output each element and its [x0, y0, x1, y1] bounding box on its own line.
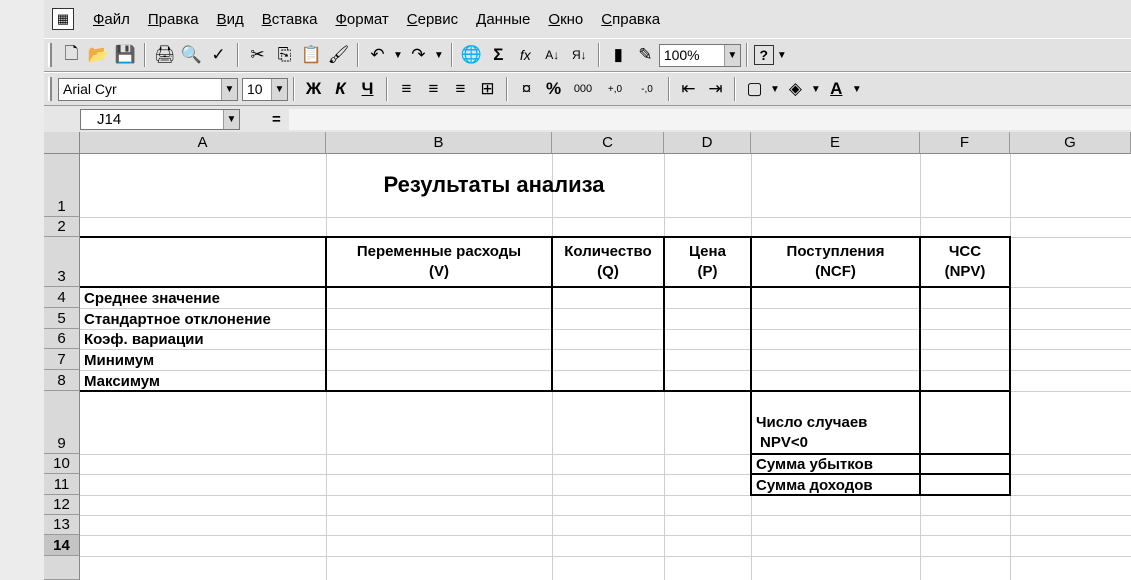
menu-format[interactable]: Формат	[335, 10, 389, 28]
separator	[144, 43, 146, 67]
format-painter-icon[interactable]: 🖌	[327, 45, 350, 64]
font-color-icon[interactable]: A	[830, 79, 843, 98]
menu-edit[interactable]: Правка	[147, 10, 199, 28]
gridline	[80, 349, 1131, 350]
row-header-7[interactable]: 7	[44, 349, 80, 370]
gridline	[80, 370, 1131, 371]
currency-icon[interactable]: ¤	[521, 79, 532, 98]
autosum-icon[interactable]: Σ	[493, 45, 504, 64]
chevron-down-icon[interactable]: ▼	[776, 49, 787, 61]
select-all-corner[interactable]	[44, 132, 80, 154]
separator	[746, 43, 748, 67]
row-header-11[interactable]: 11	[44, 474, 80, 495]
row-header-8[interactable]: 8	[44, 370, 80, 391]
redo-icon[interactable]: ↷	[411, 45, 426, 64]
column-header-f[interactable]: F	[920, 132, 1010, 154]
decrease-decimal-button[interactable]: -,0	[641, 83, 653, 95]
summary-border	[750, 390, 752, 496]
header-symbol: (NCF)	[815, 263, 856, 280]
row-label-std-dev[interactable]: Стандартное отклонение	[84, 310, 271, 328]
header-receipts[interactable]	[751, 238, 920, 286]
menu-data[interactable]: Данные	[476, 10, 531, 28]
table-border	[325, 236, 327, 391]
separator	[506, 77, 508, 101]
italic-button[interactable]: К	[335, 79, 346, 98]
header-symbol: (Q)	[597, 263, 619, 280]
separator	[293, 77, 295, 101]
chevron-down-icon[interactable]: ▼	[221, 79, 237, 100]
row-header-1[interactable]: 1	[44, 154, 80, 217]
print-preview-icon[interactable]: 🔍	[180, 45, 203, 64]
row-header-14[interactable]: 14	[44, 535, 80, 556]
table-border	[1009, 236, 1011, 391]
formula-input[interactable]	[289, 109, 1131, 130]
row-label-max[interactable]: Максимум	[84, 372, 161, 390]
separator	[357, 43, 359, 67]
align-right-icon[interactable]: ≡	[455, 79, 466, 98]
chevron-down-icon[interactable]: ▼	[724, 45, 740, 66]
separator	[734, 77, 736, 101]
bold-button[interactable]: Ж	[305, 79, 322, 98]
drawing-icon[interactable]: ✎	[638, 45, 653, 64]
row-header-4[interactable]: 4	[44, 287, 80, 308]
increase-decimal-button[interactable]: +,0	[607, 83, 623, 95]
gridline	[80, 515, 1131, 516]
header-label: ЧСС	[948, 243, 982, 260]
gridline	[80, 329, 1131, 330]
spreadsheet-grid[interactable]	[44, 132, 1131, 580]
menu-window[interactable]: Окно	[548, 10, 584, 28]
row-label-min[interactable]: Минимум	[84, 351, 155, 369]
toolbar-grip[interactable]	[48, 77, 52, 101]
decrease-indent-icon[interactable]: ⇤	[681, 79, 696, 98]
row-header-15[interactable]	[44, 556, 80, 580]
menu-tools[interactable]: Сервис	[406, 10, 459, 28]
header-symbol: (P)	[697, 263, 718, 280]
formatting-toolbar	[44, 72, 1131, 106]
merge-center-icon[interactable]: ⊞	[480, 79, 495, 98]
row-header-6[interactable]: 6	[44, 329, 80, 349]
chevron-down-icon[interactable]: ▼	[433, 49, 444, 61]
gridline	[80, 556, 1131, 557]
header-quantity[interactable]	[552, 238, 664, 286]
row-header-2[interactable]: 2	[44, 217, 80, 237]
equals-button[interactable]: =	[272, 110, 281, 128]
column-header-a[interactable]: A	[80, 132, 326, 154]
summary-cases-condition[interactable]: NPV<0	[760, 433, 808, 451]
font-size-value: 10	[247, 81, 263, 97]
chevron-down-icon[interactable]: ▼	[223, 110, 239, 129]
summary-border	[750, 453, 1011, 455]
separator	[237, 43, 239, 67]
align-center-icon[interactable]: ≡	[428, 79, 439, 98]
header-variable-costs[interactable]	[326, 238, 552, 286]
thousands-button[interactable]: 000	[573, 83, 593, 95]
undo-icon[interactable]: ↶	[370, 45, 385, 64]
summary-border	[750, 494, 1011, 496]
row-header-10[interactable]: 10	[44, 454, 80, 474]
hyperlink-icon[interactable]: 🌐	[460, 45, 482, 64]
formula-bar	[44, 106, 1131, 132]
chart-wizard-icon[interactable]: ▮	[613, 45, 623, 64]
print-icon[interactable]: 🖨	[153, 45, 176, 64]
percent-button[interactable]: %	[545, 79, 562, 98]
chevron-down-icon[interactable]: ▼	[271, 79, 287, 100]
fill-color-icon[interactable]: ◈	[788, 79, 802, 98]
gridline	[80, 535, 1131, 536]
zoom-value: 100%	[663, 47, 700, 63]
chevron-down-icon[interactable]: ▼	[770, 83, 780, 95]
sort-desc-icon[interactable]: Я↓	[571, 48, 587, 62]
increase-indent-icon[interactable]: ⇥	[708, 79, 723, 98]
borders-icon[interactable]: ▢	[746, 79, 763, 98]
header-npv[interactable]	[920, 238, 1010, 286]
table-border	[80, 236, 1010, 238]
table-border	[663, 236, 665, 391]
table-border	[80, 390, 1010, 392]
function-icon[interactable]: fx	[519, 47, 531, 63]
summary-cases-label[interactable]: Число случаев	[756, 413, 868, 431]
table-border	[80, 286, 1010, 288]
underline-button[interactable]: Ч	[361, 79, 374, 98]
chevron-down-icon[interactable]: ▼	[393, 49, 403, 61]
menu-help[interactable]: Справка	[601, 10, 661, 28]
summary-losses-label[interactable]: Сумма убытков	[756, 456, 873, 473]
header-label: Поступления	[786, 243, 885, 260]
row-header-9[interactable]: 9	[44, 391, 80, 454]
header-label: Количество	[564, 243, 652, 260]
cell-reference: J14	[97, 110, 122, 128]
help-icon[interactable]: ?	[754, 45, 774, 65]
separator	[598, 43, 600, 67]
header-symbol: (NPV)	[944, 263, 986, 280]
separator	[668, 77, 670, 101]
summary-border	[919, 390, 921, 496]
summary-border	[1009, 390, 1011, 496]
row-header-12[interactable]: 12	[44, 495, 80, 515]
toolbar-grip[interactable]	[48, 43, 52, 67]
menu-view[interactable]: Вид	[216, 10, 244, 28]
summary-income-label[interactable]: Сумма доходов	[756, 476, 873, 494]
row-header-3[interactable]: 3	[44, 237, 80, 287]
row-header-13[interactable]: 13	[44, 515, 80, 535]
copy-icon[interactable]: ⎘	[277, 45, 292, 64]
column-header-d[interactable]: D	[664, 132, 751, 154]
table-border	[919, 236, 921, 391]
zoom-select[interactable]	[659, 44, 741, 67]
name-box[interactable]	[80, 109, 240, 130]
header-label: Переменные расходы	[356, 243, 522, 260]
menu-insert[interactable]: Вставка	[261, 10, 318, 28]
summary-border	[750, 473, 1011, 475]
column-header-e[interactable]: E	[751, 132, 920, 154]
gridline	[80, 217, 1131, 218]
save-icon[interactable]: 💾	[114, 45, 137, 64]
row-label-mean[interactable]: Среднее значение	[84, 289, 220, 307]
sort-asc-icon[interactable]: A↓	[545, 48, 560, 62]
menu-bar	[44, 0, 1131, 38]
table-border	[750, 236, 752, 391]
table-border	[551, 236, 553, 391]
chevron-down-icon[interactable]: ▼	[851, 83, 862, 95]
align-left-icon[interactable]: ≡	[401, 79, 412, 98]
font-select[interactable]	[58, 78, 238, 101]
menu-file[interactable]: Файл	[93, 10, 130, 28]
column-header-g[interactable]: G	[1010, 132, 1131, 154]
spelling-icon[interactable]: ✓	[211, 45, 226, 64]
separator	[386, 77, 388, 101]
row-label-cv[interactable]: Коэф. вариации	[84, 331, 204, 348]
standard-toolbar	[44, 38, 1131, 72]
header-price[interactable]	[664, 238, 751, 286]
workbook-icon[interactable]: ▦	[52, 8, 74, 30]
new-icon[interactable]: 🗋	[64, 43, 79, 63]
font-value: Arial Cyr	[63, 81, 117, 97]
sheet-title[interactable]: Результаты анализа	[383, 172, 605, 197]
open-icon[interactable]: 📂	[87, 45, 110, 64]
header-label: Цена	[689, 243, 726, 260]
paste-icon[interactable]: 📋	[300, 45, 323, 64]
column-header-b[interactable]: B	[326, 132, 552, 154]
chevron-down-icon[interactable]: ▼	[810, 83, 821, 95]
row-header-5[interactable]: 5	[44, 308, 80, 329]
font-size-select[interactable]	[242, 78, 288, 101]
column-header-c[interactable]: C	[552, 132, 664, 154]
separator	[451, 43, 453, 67]
header-symbol: (V)	[429, 263, 449, 280]
cut-icon[interactable]: ✂	[250, 45, 265, 64]
